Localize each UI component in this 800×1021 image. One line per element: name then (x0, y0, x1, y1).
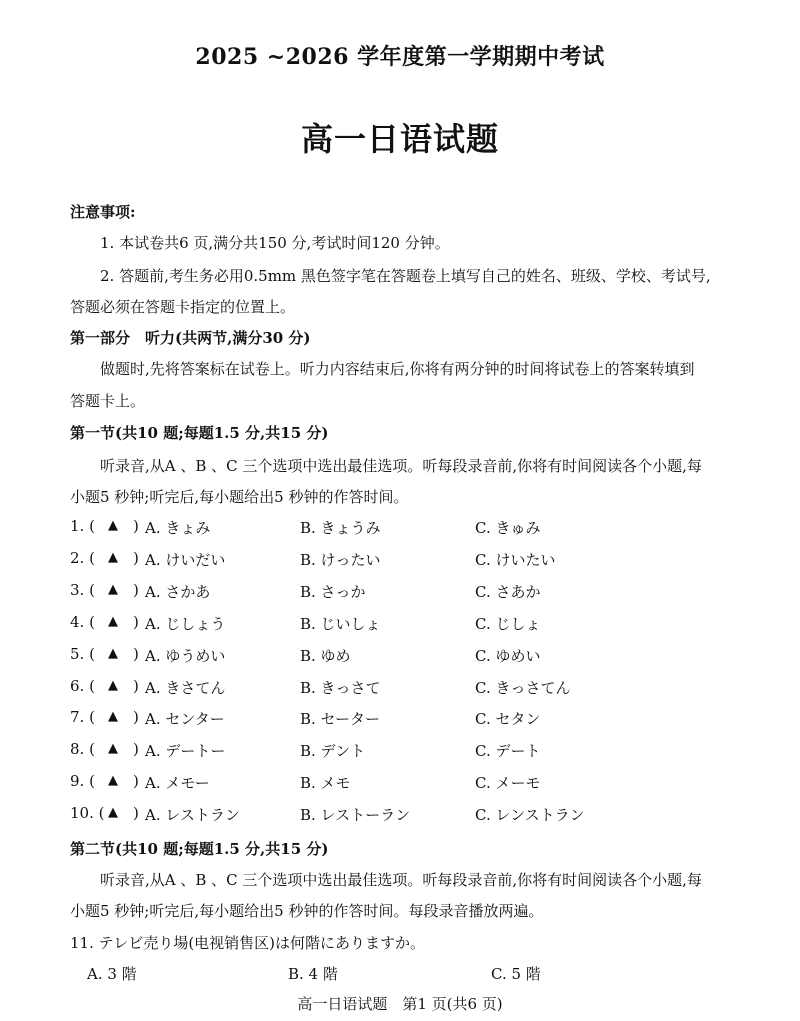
answer-blank-marker: ▲ (108, 614, 118, 629)
answer-blank-marker: ▲ (108, 582, 118, 597)
answer-blank-marker: ▲ (108, 805, 118, 820)
section2-intro-line-2: 小题5 秒钟;听完后,每小题给出5 秒钟的作答时间。每段录音播放两遍。 (70, 902, 544, 920)
option-a: A. センター (145, 710, 225, 728)
answer-blank-marker: ▲ (108, 550, 118, 565)
answer-blank-marker: ▲ (108, 709, 118, 724)
notice-item-1: 1. 本试卷共6 页,满分共150 分,考试时间120 分钟。 (100, 234, 450, 252)
option-b: B. デント (300, 742, 366, 760)
question-paren-close: ) (133, 517, 139, 535)
notice-item-2-line-1: 2. 答题前,考生务必用0.5mm 黑色签字笔在答题卷上填写自己的姓名、班级、学校、考试号, (100, 267, 711, 285)
option-c: C. レンストラン (475, 806, 585, 824)
notice-item-2-line-2: 答题必须在答题卡指定的位置上。 (70, 298, 296, 316)
question-number: 2. ( (70, 549, 95, 567)
option-c: C. じしょ (475, 615, 541, 633)
question-11-option-b: B. 4 階 (288, 965, 338, 983)
question-number: 7. ( (70, 708, 95, 726)
answer-blank-marker: ▲ (108, 518, 118, 533)
question-number: 8. ( (70, 740, 95, 758)
option-c: C. ゆめい (475, 647, 541, 665)
question-number: 3. ( (70, 581, 95, 599)
option-c: C. メーモ (475, 774, 541, 792)
question-number: 9. ( (70, 772, 95, 790)
notice-heading: 注意事项: (70, 203, 136, 221)
option-b: B. ゆめ (300, 647, 351, 665)
answer-blank-marker: ▲ (108, 646, 118, 661)
subject-title: 高一日语试题 (300, 120, 499, 158)
part1-intro-line-2: 答题卡上。 (70, 392, 146, 410)
question-number: 1. ( (70, 517, 95, 535)
question-number: 4. ( (70, 613, 95, 631)
option-a: A. さかあ (145, 583, 211, 601)
question-number: 10. ( (70, 804, 105, 822)
option-b: B. レストーラン (300, 806, 411, 824)
question-paren-close: ) (133, 772, 139, 790)
question-11-text: 11. テレビ売り場(电视销售区)は何階にありますか。 (70, 934, 426, 952)
option-b: B. けったい (300, 551, 381, 569)
section1-intro-line-2: 小题5 秒钟;听完后,每小题给出5 秒钟的作答时间。 (70, 488, 409, 506)
option-c: C. セタン (475, 710, 541, 728)
page-footer: 高一日语试题 第1 页(共6 页) (297, 995, 503, 1013)
option-a: A. レストラン (145, 806, 240, 824)
question-paren-close: ) (133, 677, 139, 695)
question-number: 6. ( (70, 677, 95, 695)
question-paren-close: ) (133, 549, 139, 567)
question-paren-close: ) (133, 708, 139, 726)
option-a: A. きさてん (145, 679, 226, 697)
question-11-option-c: C. 5 階 (491, 965, 541, 983)
section2-heading: 第二节(共10 题;每题1.5 分,共15 分) (70, 840, 329, 858)
option-a: A. けいだい (145, 551, 226, 569)
answer-blank-marker: ▲ (108, 678, 118, 693)
exam-title: 2025 ~2026 学年度第一学期期中考试 (195, 44, 605, 70)
answer-blank-marker: ▲ (108, 773, 118, 788)
section1-intro-line-1: 听录音,从A 、B 、C 三个选项中选出最佳选项。听每段录音前,你将有时间阅读各个小题,每 (100, 457, 702, 475)
answer-blank-marker: ▲ (108, 741, 118, 756)
question-paren-close: ) (133, 581, 139, 599)
option-a: A. ゆうめい (145, 647, 226, 665)
option-b: B. メモ (300, 774, 351, 792)
question-paren-close: ) (133, 613, 139, 631)
option-b: B. きっさて (300, 679, 381, 697)
question-paren-close: ) (133, 740, 139, 758)
part1-intro-line-1: 做题时,先将答案标在试卷上。听力内容结束后,你将有两分钟的时间将试卷上的答案转填到 (100, 360, 695, 378)
option-a: A. デートー (145, 742, 226, 760)
question-number: 5. ( (70, 645, 95, 663)
option-c: C. けいたい (475, 551, 556, 569)
section2-intro-line-1: 听录音,从A 、B 、C 三个选项中选出最佳选项。听每段录音前,你将有时间阅读各个小题,每 (100, 871, 702, 889)
option-b: B. きょうみ (300, 519, 381, 537)
question-paren-close: ) (133, 804, 139, 822)
option-a: A. じしょう (145, 615, 226, 633)
option-b: B. セーター (300, 710, 380, 728)
question-11-option-a: A. 3 階 (87, 965, 137, 983)
option-c: C. きっさてん (475, 679, 571, 697)
option-c: C. デート (475, 742, 541, 760)
option-c: C. さあか (475, 583, 541, 601)
option-a: A. メモー (145, 774, 210, 792)
option-a: A. きょみ (145, 519, 211, 537)
option-c: C. きゅみ (475, 519, 541, 537)
option-b: B. さっか (300, 583, 366, 601)
part1-heading: 第一部分 听力(共两节,满分30 分) (70, 329, 311, 347)
section1-heading: 第一节(共10 题;每题1.5 分,共15 分) (70, 424, 329, 442)
option-b: B. じいしょ (300, 615, 381, 633)
question-paren-close: ) (133, 645, 139, 663)
